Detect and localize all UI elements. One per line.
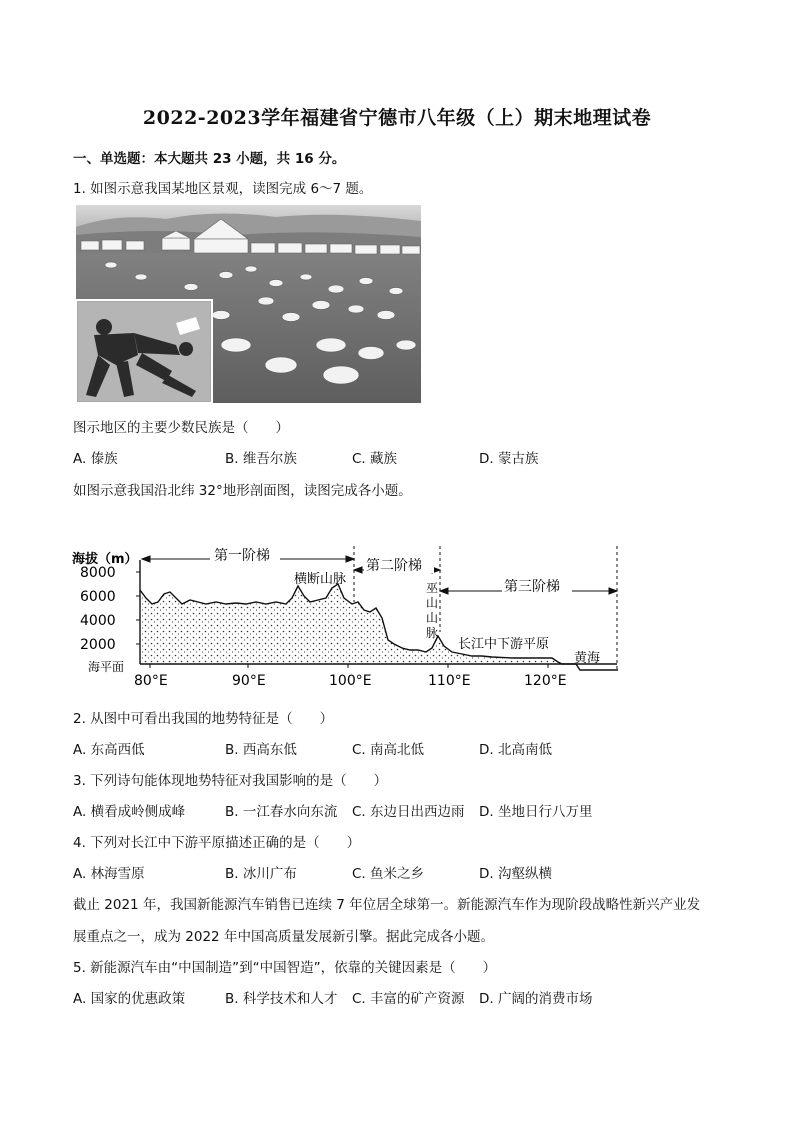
x-tick-110e: 110°E [428,673,471,689]
step-2-label: 第二阶梯 [366,558,422,574]
changjiang-plain-label: 长江中下游平原 [458,637,550,652]
wushan-label-4: 脉 [426,626,439,640]
wushan-label-2: 山 [426,596,439,610]
option-d[interactable]: D. 蒙古族 [479,451,539,467]
section-heading: 一、单选题：本大题共 23 小题，共 16 分。 [73,151,346,167]
x-tick-90e: 90°E [232,673,266,689]
hengduan-label: 横断山脉 [294,572,347,587]
passage-line-2: 展重点之一，成为 2022 年中国高质量发展新引擎。据此完成各小题。 [73,929,494,945]
option-d[interactable]: D. 沟壑纵横 [479,866,552,882]
option-a[interactable]: A. 国家的优惠政策 [73,991,186,1007]
option-b[interactable]: B. 一江春水向东流 [225,804,338,820]
question-4-stem: 4. 下列对长江中下游平原描述正确的是（ ） [73,835,361,851]
question-1-sub: 图示地区的主要少数民族是（ ） [73,420,289,436]
landscape-photo [76,205,421,403]
x-tick-120e: 120°E [524,673,567,689]
option-a[interactable]: A. 林海雪原 [73,866,145,882]
option-c[interactable]: C. 丰富的矿产资源 [352,991,465,1007]
y-tick-6000: 6000 [80,589,116,605]
profile-intro: 如图示意我国沿北纬 32°地形剖面图，读图完成各小题。 [73,483,412,499]
option-c[interactable]: C. 东边日出西边雨 [352,804,465,820]
option-c[interactable]: C. 鱼米之乡 [352,866,425,882]
yellow-sea-label: 黄海 [574,651,601,666]
y-tick-2000: 2000 [80,637,116,653]
x-tick-100e: 100°E [329,673,372,689]
passage-line-1: 截止 2021 年，我国新能源汽车销售已连续 7 年位居全球第一。新能源汽车作为现阶段战略性新兴产业发 [73,897,701,913]
question-2-stem: 2. 从图中可看出我国的地势特征是（ ） [73,711,334,727]
y-tick-sea-level: 海平面 [88,660,125,674]
option-b[interactable]: B. 维吾尔族 [225,451,297,467]
page-title: 2022-2023学年福建省宁德市八年级（上）期末地理试卷 [142,107,652,129]
y-axis-title: 海拔（m） [72,552,138,567]
question-5-stem: 5. 新能源汽车由“中国制造”到“中国智造”，依靠的关键因素是（ ） [73,960,497,976]
option-d[interactable]: D. 坐地日行八万里 [479,804,593,820]
terrain-profile-diagram [72,540,632,690]
option-d[interactable]: D. 北高南低 [479,742,552,758]
option-b[interactable]: B. 科学技术和人才 [225,991,338,1007]
option-b[interactable]: B. 西高东低 [225,742,297,758]
question-3-stem: 3. 下列诗句能体现地势特征对我国影响的是（ ） [73,773,388,789]
x-tick-80e: 80°E [134,673,168,689]
option-b[interactable]: B. 冰川广布 [225,866,297,882]
step-3-label: 第三阶梯 [504,579,560,595]
y-tick-4000: 4000 [80,613,116,629]
option-c[interactable]: C. 南高北低 [352,742,425,758]
wushan-label-1: 巫 [426,581,439,595]
option-a[interactable]: A. 傣族 [73,451,118,467]
option-a[interactable]: A. 东高西低 [73,742,145,758]
option-d[interactable]: D. 广阔的消费市场 [479,991,593,1007]
step-1-label: 第一阶梯 [214,548,270,564]
wushan-label-3: 山 [426,611,439,625]
option-c[interactable]: C. 藏族 [352,451,398,467]
y-tick-8000: 8000 [80,565,116,581]
option-a[interactable]: A. 横看成岭侧成峰 [73,804,186,820]
question-1-stem: 1. 如图示意我国某地区景观，读图完成 6～7 题。 [73,181,373,197]
